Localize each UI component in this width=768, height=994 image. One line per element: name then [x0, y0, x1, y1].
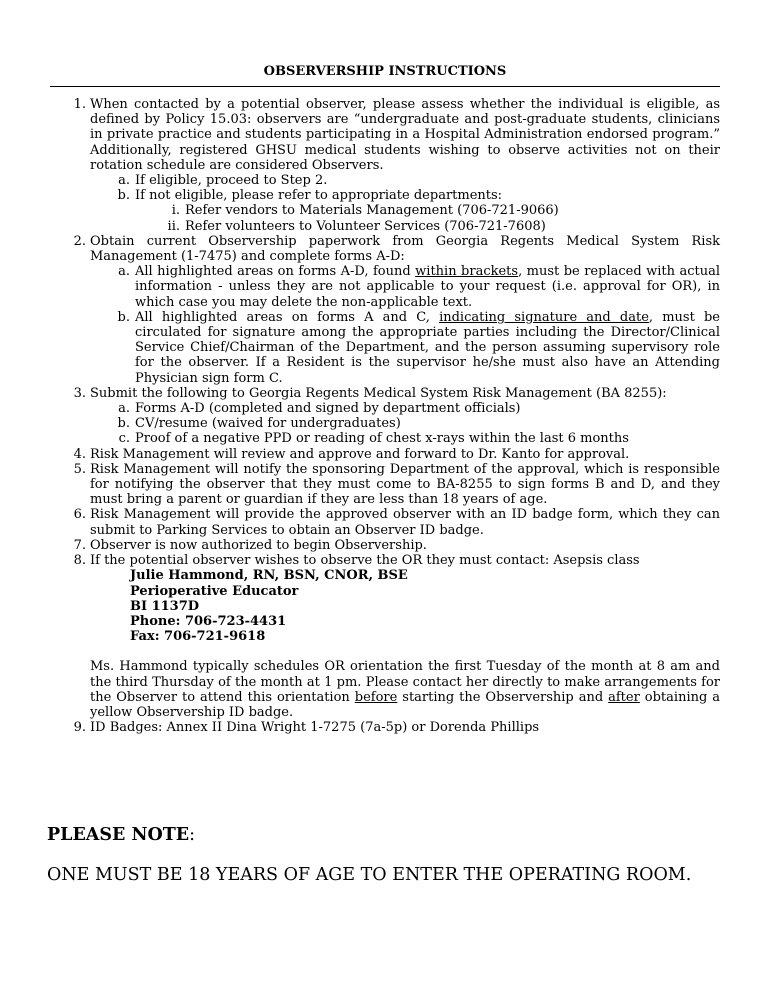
roman-number: i.: [171, 203, 180, 219]
sub-text: Forms A-D (completed and signed by department officials): [135, 401, 521, 417]
list-item: [50, 97, 720, 173]
page-title: OBSERVERSHIP INSTRUCTIONS: [263, 64, 507, 79]
note-heading: [47, 825, 195, 845]
roman-text: Refer volunteers to Volunteer Services (706-721-7608): [185, 218, 546, 234]
list-item: [50, 507, 720, 537]
list-number: 8.: [73, 553, 86, 569]
list-number: 4.: [73, 446, 86, 462]
sub-text: CV/resume (waived for undergraduates): [135, 416, 401, 432]
sub-item: [50, 416, 720, 431]
text-run: starting the Observership and: [397, 689, 609, 705]
note-label: PLEASE NOTE: [47, 825, 190, 845]
underlined-text: indicating signature and date: [439, 309, 649, 325]
sub-letter: a.: [118, 264, 130, 280]
list-number: 5.: [73, 461, 86, 477]
list-number: 6.: [73, 507, 86, 523]
sub-text: [135, 264, 720, 310]
list-item: [50, 234, 720, 264]
sub-letter: b.: [117, 309, 130, 325]
sub-letter: b.: [117, 416, 130, 432]
title-rule: [50, 86, 720, 87]
list-number: 2.: [73, 233, 86, 249]
sub-item: [50, 401, 720, 416]
list-text: Obtain current Observership paperwork from Georgia Regents Medical System Risk Management (1-7475) and complete forms A-D:: [90, 233, 720, 265]
roman-item: [50, 203, 720, 218]
list-text: ID Badges: Annex II Dina Wright 1-7275 (7a-5p) or Dorenda Phillips: [90, 720, 540, 736]
text-run: All highlighted areas on forms A and C,: [135, 309, 440, 325]
sub-letter: a.: [118, 401, 130, 417]
text-run: Ms. Hammond typically schedules OR orientation the first Tuesday of the month at 8 am and the third Thursday of the month at 1 pm. Please contact her directly to make arrangements for the Observer to attend this orientation: [90, 659, 720, 705]
sub-item: [50, 173, 720, 188]
list-item: [50, 720, 720, 735]
orientation-paragraph: [50, 659, 720, 720]
text-run: , must be replaced with actual information - unless they are not applicable to your request (i.e. approval for OR), in which case you may delete the non-applicable text.: [135, 264, 721, 310]
text-run: , must be circulated for signature among the appropriate parties including the Director/Clinical Service Chief/Chairman of the Department, and the person assuming supervisory role for the observer. If a Resident is the supervisor he/she must also have an Attending Physician sign form C.: [135, 309, 720, 386]
sub-text: Proof of a negative PPD or reading of chest x-rays within the last 6 months: [135, 431, 629, 447]
sub-text: If not eligible, please refer to appropriate departments:: [135, 188, 503, 204]
age-requirement-text: ONE MUST BE 18 YEARS OF AGE TO ENTER THE OPERATING ROOM.: [47, 865, 692, 885]
contact-fax: Fax: 706-721-9618: [130, 629, 266, 645]
contact-room: BI 1137D: [130, 598, 200, 614]
list-text: Risk Management will notify the sponsoring Department of the approval, which is responsible for notifying the observer that they must come to BA-8255 to sign forms B and D, and they must bring a parent or guardian if they are less than 18 years of age.: [90, 461, 720, 508]
contact-phone: Phone: 706-723-4431: [130, 613, 287, 629]
list-item: [50, 447, 720, 462]
sub-letter: c.: [118, 431, 130, 447]
contact-role: Perioperative Educator: [130, 583, 299, 599]
roman-text: Refer vendors to Materials Management (706-721-9066): [185, 203, 559, 219]
list-item: [50, 462, 720, 508]
list-number: 3.: [73, 385, 86, 401]
list-item: [50, 538, 720, 553]
list-text: When contacted by a potential observer, please assess whether the individual is eligible, as defined by Policy 15.03: observers are “undergraduate and post-graduate students, clinicians in private practice and students participating in a Hospital Administration endorsed program.” Additionally, registered GHSU medical students wishing to observe activities not on their rotation schedule are considered Observers.: [90, 97, 720, 173]
list-text: Risk Management will provide the approved observer with an ID badge form, which they can submit to Parking Services to obtain an Observer ID badge.: [90, 507, 720, 538]
list-text: Submit the following to Georgia Regents Medical System Risk Management (BA 8255):: [90, 385, 667, 401]
sub-text: [135, 310, 720, 386]
list-item: [50, 553, 720, 568]
list-text: If the potential observer wishes to observe the OR they must contact: Asepsis class: [90, 553, 640, 569]
list-text: Risk Management will review and approve and forward to Dr. Kanto for approval.: [90, 446, 630, 462]
sub-item: [50, 431, 720, 446]
underlined-text: within brackets: [415, 264, 519, 280]
underlined-text: before: [354, 689, 398, 705]
contact-block: [50, 568, 720, 644]
contact-name: Julie Hammond, RN, BSN, CNOR, BSE: [130, 568, 408, 584]
sub-text: If eligible, proceed to Step 2.: [135, 173, 328, 189]
list-number: 7.: [73, 537, 86, 553]
list-number: 9.: [73, 720, 86, 736]
list-text: Observer is now authorized to begin Observership.: [90, 537, 427, 553]
sub-item: [50, 310, 720, 386]
text-run: All highlighted areas on forms A-D, found: [135, 264, 416, 280]
roman-item: [50, 219, 720, 234]
sub-letter: b.: [117, 188, 130, 204]
sub-item: [50, 188, 720, 203]
list-number: 1.: [73, 97, 86, 112]
note-colon: :: [189, 825, 195, 845]
text-run: obtaining a yellow Observership ID badge.: [90, 689, 721, 720]
underlined-text: after: [608, 689, 640, 705]
sub-item: [50, 264, 720, 310]
list-item: [50, 386, 720, 401]
sub-letter: a.: [118, 173, 130, 189]
roman-number: ii.: [167, 218, 180, 234]
instructions-list: [50, 97, 720, 735]
